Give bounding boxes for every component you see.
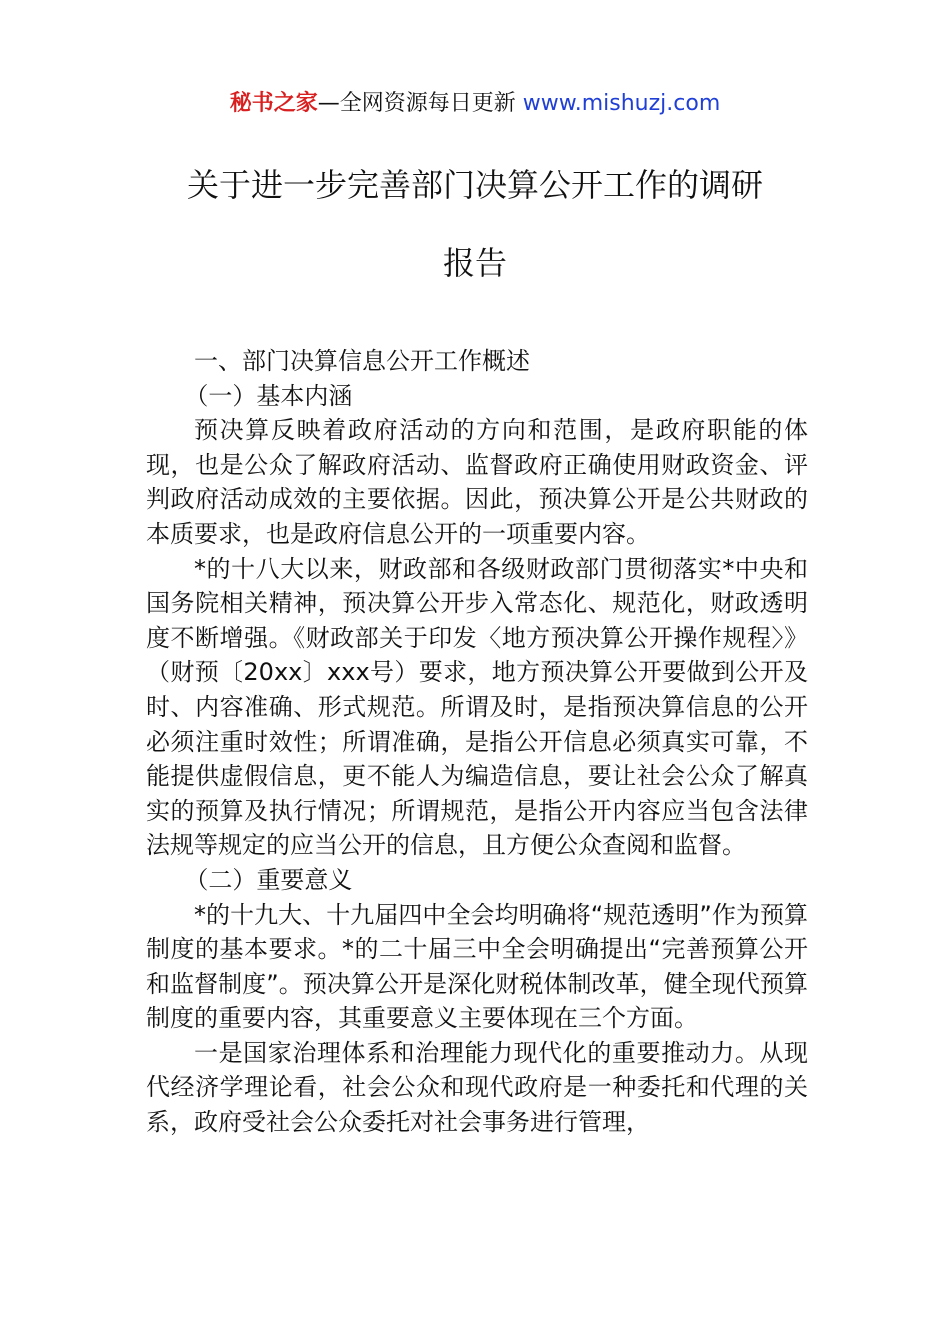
subsection-heading: （二）重要意义 xyxy=(184,865,353,894)
body-paragraph: 预决算反映着政府活动的方向和范围，是政府职能的体现，也是公众了解政府活动、监督政府正确使用财政资金、评判政府活动成效的主要依据。因此，预决算公开是公共财政的本质要求，也是政府信息公开的一项重要内容。 xyxy=(146,416,808,548)
site-header xyxy=(0,88,950,120)
title-line-1: 关于进一步完善部门决算公开工作的调研 xyxy=(186,166,763,204)
document-title xyxy=(0,160,950,288)
subsection-heading: （一）基本内涵 xyxy=(184,381,353,410)
site-url-link[interactable]: www.mishuzj.com xyxy=(522,91,721,116)
document-body xyxy=(146,344,808,1140)
brand-name: 秘书之家 xyxy=(229,91,318,116)
title-line-2: 报告 xyxy=(442,244,507,282)
header-slogan: —全网资源每日更新 xyxy=(317,91,516,116)
section-heading: 一、部门决算信息公开工作概述 xyxy=(194,347,530,375)
body-paragraph: 一是国家治理体系和治理能力现代化的重要推动力。从现代经济学理论看，社会公众和现代政府是一种委托和代理的关系，政府受社会公众委托对社会事务进行管理， xyxy=(146,1038,808,1137)
body-paragraph: *的十八大以来，财政部和各级财政部门贯彻落实*中央和国务院相关精神，预决算公开步入常态化、规范化，财政透明度不断增强。《财政部关于印发〈地方预决算公开操作规程〉》（财预〔20xx〕xxx号）要求，地方预决算公开要做到公开及时、内容准确、形式规范。所谓及时，是指预决算信息的公开必须注重时效性；所谓准确，是指公开信息必须真实可靠，不能提供虚假信息，更不能人为编造信息，要让社会公众了解真实的预算及执行情况；所谓规范，是指公开内容应当包含法律法规等规定的应当公开的信息，且方便公众查阅和监督。 xyxy=(146,554,808,860)
body-paragraph: *的十九大、十九届四中全会均明确将“规范透明”作为预算制度的基本要求。*的二十届三中全会明确提出“完善预算公开和监督制度”。预决算公开是深化财税体制改革，健全现代预算制度的重要内容，其重要意义主要体现在三个方面。 xyxy=(146,900,808,1033)
